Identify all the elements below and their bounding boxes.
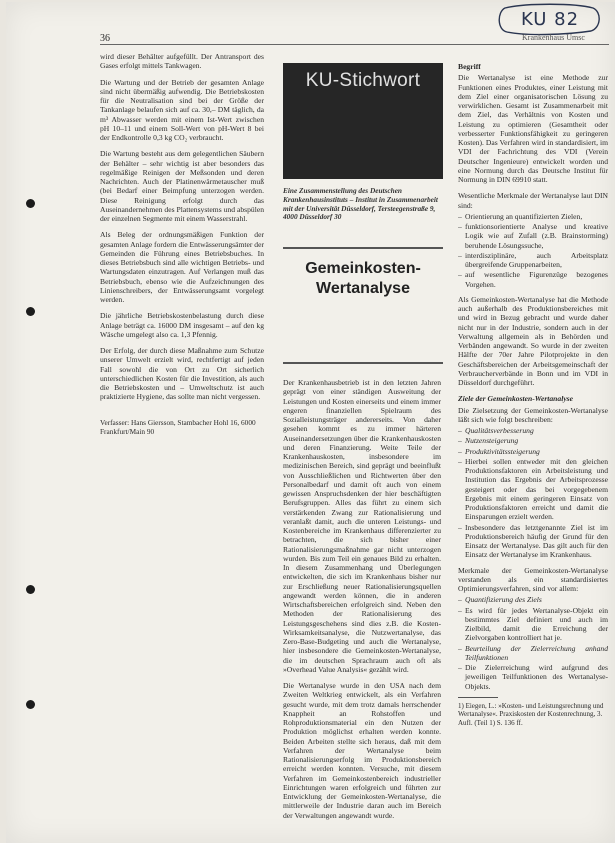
topic-title-line1: Gemeinkosten- [305,260,421,277]
paragraph: Als Beleg der ordnungsmäßigen Funktion der gesamten Anlage fordern die Entwässerungsämter der Gemeinden die Führung eines Betriebsbuches. In dieses Betriebsbuch sind alle wichtigen Betriebs- und Wartungsdaten einzutragen. Auf Verlangen muß das Betriebsbuch, ebenso wie die Aufzeichnungen des Linienschreibers, der Entwässerungsamt vorgelegt werden. [100,230,264,304]
paragraph: Der Erfolg, der durch diese Maßnahme zum Schutze unserer Umwelt erzielt wird, rechtfertigt auf jeden Fall sowohl die von Ort zu Ort sicherlich unterschiedlichen Kosten für die Investition, als auch die Betriebskosten und – Umweltschutz ist auch praktizierte Hygiene, das sollte man nicht vergessen. [100,346,264,402]
stamp-text: KU 82 [520,8,580,30]
punch-hole [26,700,35,709]
list-item: – Es wird für jedes Wertanalyse-Objekt ein bestimmtes Ziel definiert und auch im Zielbild, damit die Erreichung der Zielvorgaben kontrolliert hat je. [465,606,608,643]
column-middle [283,378,441,827]
topic-heading-box [283,247,443,364]
paragraph: Die jährliche Betriebskostenbelastung durch diese Anlage beträgt ca. 16000 DM insgesamt – auf den kg Wäsche umgelegt also ca. 1,3 Pfennig. [100,311,264,339]
list-item: – interdisziplinäre, auch Arbeitsplatz übergreifende Gruppenarbeiten, [465,251,608,270]
list-item: – Orientierung an quantifizierten Zielen, [465,212,608,221]
paragraph: Als Gemeinkosten-Wertanalyse hat die Methode auch außerhalb des Produktionsbereiches mit und wird in Bezug gebracht und wurde daher nicht nur in der Industrie, sondern auch in der Verwaltung allgemein als in Behörden und Verbänden angewandt. So wurde in der zweiten Hälfte der 70er Jahre Pilotprojekte in den Geschäftsbereichen der Arbeitsgemeinschaft der Verbraucherverbände in Bonn und im VDI in Düsseldorf durchgeführt. [458,294,608,387]
section-heading: Begriff [458,62,481,71]
paragraph: Die Wartung und der Betrieb der gesamten Anlage sind nicht übermäßig aufwendig. Die Betriebskosten für die Neutralisation sind bei der Größe der Tankanlage belaufen sich auf ca. 30,– DM täglich, da m³ Abwasser werden mit einem Ist-Wert zwischen pH 10–11 und einem Soll-Wert von pH-Wert 8 bei der Endkontrolle 0,3 kg CO₂ verbraucht. [100,77,264,142]
punch-hole [26,199,35,208]
handwritten-stamp [495,2,605,36]
feature-list [458,212,608,289]
page-number: 36 [100,33,110,44]
paragraph: Merkmale der Gemeinkosten-Wertanalyse verstanden als ein standardisiertes Optimierungsverfahren, sind vor allem: [458,565,608,593]
paragraph: Die Wertanalyse wurde in den USA nach dem Zweiten Weltkrieg entwickelt, als ein Verfahren gesucht wurde, mit dem trotz damals herrschender Knappheit an Rohstoffen und Rohproduktionsmaterial ein den Nutzen der Produktion möglichst erhalten werden konnte. Beiden Arbeiten stellte sich heraus, daß mit dem Verfahren der Wertanalyse beim Rationalisierungserfolg im Produktionsbereich erreicht werden konnten. Versuche, mit diesem Verfahren im Gemeinkostenbereich industrieller Einrichtungen waren erfolgreich und führten zur Entwicklung der Gemeinkosten-Wertanalyse, die mittlerweile der Industrie daran auch im Bereich der Verwaltungen angewandt wurde. [283,681,441,820]
list-item: – Produktivitätssteigerung [465,447,608,456]
column-right [458,62,608,727]
topic-title [283,259,443,299]
list-item: – Beurteilung der Zielerreichung anhand Teilfunktionen [465,644,608,663]
punch-hole [26,585,35,594]
paragraph: Die Zielsetzung der Gemeinkosten-Wertanalyse läßt sich wie folgt beschreiben: [458,405,608,424]
box-title: KU-Stichwort [305,70,421,91]
paragraph: Die Wertanalyse ist eine Methode zur Funktionen eines Produktes, einer Leistung mit dem Ziel einer organisatorischen Lösung zu verwirklichen. Gesamt ist Zusammenarbeit mit dem Ziel, das Verhältnis von Kosten und Leistung zu optimieren (Gesamtheit oder verbesserter Funktionsfähigkeit zu geringeren Kosten). Das Verfahren wird in standardisiert, im VDI der Fachrichtung des VDI (Verein Deutscher Ingenieure) entwickelt worden und eine Normung durch das Deutsche Institut für Normung in DIN 69910 statt. [458,73,608,184]
paragraph: Wesentliche Merkmale der Wertanalyse laut DIN sind: [458,191,608,210]
ku-stichwort-box [283,63,443,179]
footnote: 1) Eiegen, L.: »Kosten- und Leistungsrechnung und Wertanalyse«. Praxiskosten der Kostenrechnung, 3. Aufl. (Teil 1) S. 136 ff. [458,701,604,727]
list-item: – auf wesentliche Figurenzüge bezogenes Vorgehen. [465,270,608,289]
list-item: – Hierbei sollen entweder mit den gleichen Produktionsfaktoren ein Arbeitsleistung und Institution das Ergebnis der Arbeitsprozesse gesteigert oder das bei vorgegebenem Ergebnis mit einem geringeren Einsatz von Produktionsfaktoren erreicht und damit die Einsparungen erzielt werden. [465,457,608,522]
topic-title-line2: Wertanalyse [316,280,410,297]
list-item: – Insbesondere das letztgenannte Ziel ist im Produktionsbereich häufig der Grund für den Einsatz der Wertanalyse. Das gilt auch für den Einsatz der Wertanalyse im Krankenhaus. [465,523,608,560]
box-caption: Eine Zusammenstellung des Deutschen Krankenhausinstituts – Institut in Zusammenarbeit mit der Universität Düsseldorf, Tersteegenstraße 9, 4000 Düsseldorf 30 [283,186,438,222]
paragraph: wird dieser Behälter aufgefüllt. Der Antransport des Gases erfolgt mittels Tankwagen. [100,52,264,71]
punch-hole [26,307,35,316]
running-header: Krankenhaus Umsc [522,33,585,42]
paragraph: Die Wartung besteht aus dem gelegentlichen Säubern der Behälter – sehr wichtig ist aber besonders das regelmäßige Reinigen der Meßsonden und deren Nachrichten. Auch der Platinenwärmetauscher muß (bei Bedarf einer Beimpfung unterzogen werden. Diese Reinigung erfolgt durch das Auseinandernehmen des Plattensystems und abspülen der einzelnen Segmente mit einem Wasserstrahl. [100,149,264,223]
paragraph: Der Krankenhausbetrieb ist in den letzten Jahren geprägt von einer ständigen Ausweitung der Leistungen und Kosten einerseits und einem immer engeren finanziellen Spielraum des Sozialleistungsträger andererseits. Von daher gesehen kommt es zu immer härteren Auseinandersetzungen über die Krankenhauskosten und deren Finanzierung. Weite Teile der Krankenhauskosten, insbesondere im medizinischen Bereich, sind geprägt und beeinflußt von Ausschließlichen und Richtwerten über den Personalbedarf und damit oft auch von einem gewissen Anspruchsdenken der hier beschäftigten Berufsgruppen. Alles das führt zu einem sich verstärkenden Zwang zur Rationalisierung und veranlaßt damit, auch die unteren Leistungs- und Kostenbereiche im Krankenhaus differenzierter zu betrachten, die sich bisher einer Rationalisierungsmaßnahme gar nicht unterzogen wurden. Bis zum Teil ein genaues Bild zu erhalten. In diesem Zusammenhang und Überlegungen entwickelten, die sich im Krankenhaus bisher nur zur Erschließung neuer Rationalisierungsquellen angewandt werden können, die in anderen Wirtschaftsbereichen erfolgreich sind. Neben den Methoden der Rationalisierung des Leistungsgeschehens sind dies z.B. die Kosten-Wirksamkeitsanalyse, die Nutzwertanalyse, das Zero-Base-Budgeting und auch die Wertanalyse, hier insbesondere die Gemeinkosten-Wertanalyse, die im deutschen Sprachraum auch oft als »Overhead Value Analysis« gezählt wird. [283,378,441,674]
list-item: – Die Zielerreichung wird aufgrund des jeweiligen Teilfunktionen des Wertanalyse-Objekts. [465,663,608,691]
list-item: – funktionsorientierte Analyse und kreative Logik wie auf Zufall (z.B. Brainstorming) beruhende Lösungssuche, [465,222,608,250]
goals-list [458,426,608,560]
section-heading: Ziele der Gemeinkosten-Wertanalyse [458,394,574,404]
list-item: – Quantifizierung des Ziels [465,595,608,604]
footnote-rule [458,697,498,698]
header-rule [100,44,609,45]
list-item: – Qualitätsverbesserung [465,426,608,435]
column-left [100,52,264,443]
measures-list [458,595,608,691]
list-item: – Nutzensteigerung [465,436,608,445]
author-credit: Verfasser: Hans Giersson, Stambacher Hohl 16, 6000 Frankfurt/Main 90 [100,417,256,436]
